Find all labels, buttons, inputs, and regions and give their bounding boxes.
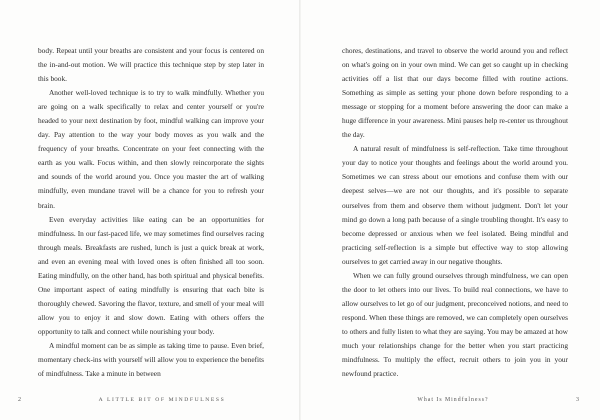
paragraph: When we can fully ground ourselves through mindfulness, we can open the door to let others into our lives. To build real connections, we have to allow ourselves to let go of our judgment, preconceived notions, and need to respond. When these things are removed, we can completely open ourselves to others and fully listen to what they are saying. You may be amazed at how much your relationships change for the better when you start practicing mindfulness. To multiply the effect, recruit others to join you in your newfound practice. [342,270,568,379]
right-page-text [342,44,568,381]
paragraph: A natural result of mindfulness is self-reflection. Take time throughout your day to notice your thoughts and feelings about the world around you. Sometimes we can stress about our emotions and confuse them with our deepest selves—we are not our thoughts, and it's possible to separate ourselves from them and observe them without judgment. Don't let your mind go down a long path because of a single troubling thought. It's easy to become depressed or anxious when we feel isolated. Being mindful and practicing self-reflection is a simple but effective way to stop allowing ourselves to get carried away in our negative thoughts. [342,144,568,266]
paragraph: body. Repeat until your breaths are consistent and your focus is centered on the in-and-out motion. We will practice this technique step by step later in this book. [38,46,264,84]
right-page [300,0,600,420]
page-number: 3 [576,397,580,403]
page-number: 2 [18,397,22,403]
paragraph: A mindful moment can be as simple as taking time to pause. Even brief, momentary check-ins with yourself will allow you to experience the benefits of mindfulness. Take a minute in between [38,340,264,379]
running-head: A LITTLE BIT OF MINDFULNESS [98,397,226,403]
running-head: What Is Mindfulness? [417,397,489,403]
paragraph: chores, destinations, and travel to observe the world around you and reflect on what's going on in your own mind. We can get so caught up in checking activities off a list that our days become filled with routine actions. Something as simple as setting your phone down before responding to a message or stopping for a moment before answering the door can make a huge difference in your awareness. Mini pauses help re-center us throughout the day. [342,46,568,140]
paragraph: Another well-loved technique is to try to walk mindfully. Whether you are going on a walk specifically to relax and center yourself or you're headed to your next destination by foot, mindful walking can improve your day. Pay attention to the way your body moves as you walk and the frequency of your breaths. Concentrate on your feet connecting with the earth as you walk. Focus within, and then slowly reincorporate the sights and sounds of the world around you. Once you master the art of walking mindfully, even mundane travel will be a chance for you to refresh your brain. [38,88,264,210]
paragraph: Even everyday activities like eating can be an opportunities for mindfulness. In our fast-paced life, we may sometimes find ourselves racing through meals. Breakfasts are rushed, lunch is just a quick break at work, and even an evening meal with loved ones is often finished all too soon. Eating mindfully, on the other hand, has both spiritual and physical benefits. One important aspect of eating mindfully is ensuring that each bite is thoroughly chewed. Savoring the flavor, texture, and smell of your meal will allow you to enjoy it and slow down. Eating with others offers the opportunity to talk and connect while nourishing your body. [38,214,264,336]
left-page-text [38,44,264,381]
